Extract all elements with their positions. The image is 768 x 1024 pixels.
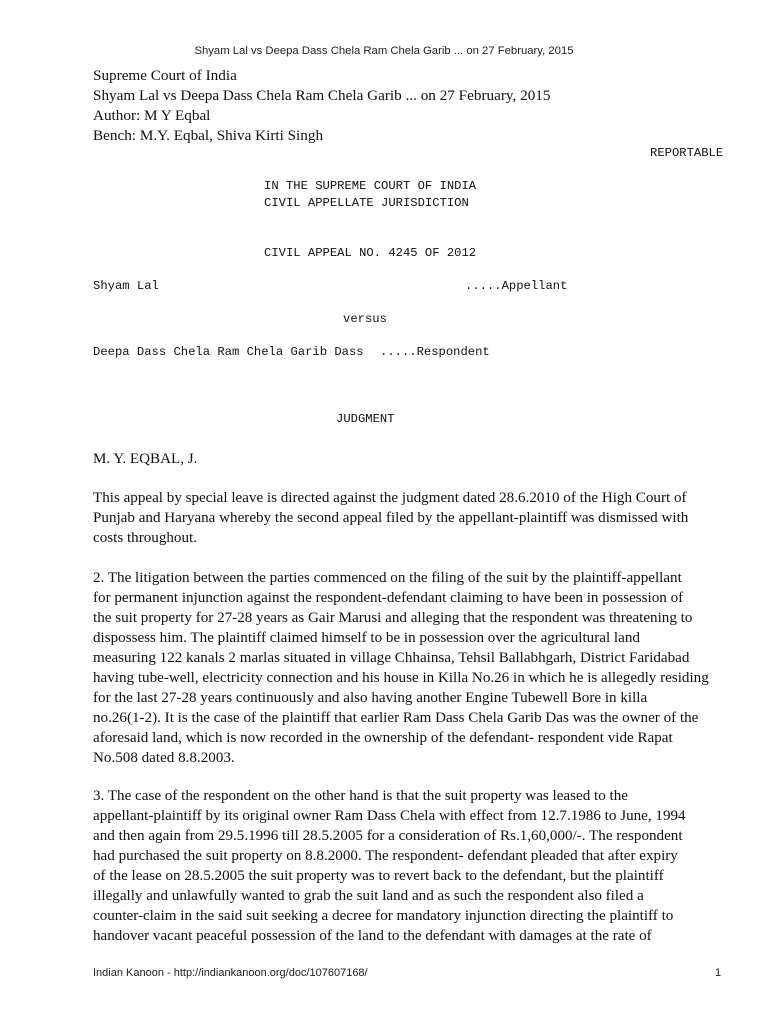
paragraph-line: had purchased the suit property on 8.8.2000. The respondent- defendant pleaded that after expiry [93, 848, 678, 864]
paragraph-line: dispossess him. The plaintiff claimed himself to be in possession over the agricultural land [93, 630, 640, 646]
paragraph-3 [93, 786, 733, 946]
paragraph-line: of the lease on 28.5.2005 the suit property was to revert back to the defendant, but the plaintiff [93, 868, 664, 884]
paragraph-line: This appeal by special leave is directed against the judgment dated 28.6.2010 of the High Court of [93, 490, 687, 506]
paragraph-line: measuring 122 kanals 2 marlas situated in village Chhainsa, Tehsil Ballabhgarh, District Faridabad [93, 650, 690, 666]
versus-label: versus [343, 312, 387, 326]
paragraph-line: appellant-plaintiff by its original owner Ram Dass Chela with effect from 12.7.1986 to June, 1994 [93, 808, 686, 824]
paragraph-line: handover vacant peaceful possession of the land to the defendant with damages at the rate of [93, 928, 652, 944]
respondent-role: .....Respondent [380, 345, 490, 359]
respondent-name: Deepa Dass Chela Ram Chela Garib Dass [93, 345, 364, 359]
paragraph-line: for permanent injunction against the respondent-defendant claiming to have been in possession of [93, 590, 684, 606]
paragraph-line: Punjab and Haryana whereby the second appeal filed by the appellant-plaintiff was dismissed with [93, 510, 689, 526]
paragraph-1 [93, 488, 733, 548]
footer-source: Indian Kanoon - http://indiankanoon.org/doc/107607168/ [93, 967, 368, 979]
case-title: Shyam Lal vs Deepa Dass Chela Ram Chela Garib ... on 27 February, 2015 [93, 87, 551, 104]
paragraph-line: 3. The case of the respondent on the other hand is that the suit property was leased to the [93, 788, 628, 804]
appellant-role: .....Appellant [465, 279, 568, 293]
paragraph-line: illegally and unlawfully wanted to grab the suit land and as such the respondent also filed a [93, 888, 644, 904]
paragraph-line: having tube-well, electricity connection and his house in Killa No.26 in which he is allegedly residing [93, 670, 709, 686]
court-name: Supreme Court of India [93, 67, 237, 84]
judge-line: M. Y. EQBAL, J. [93, 451, 198, 467]
paragraph-line: for the last 27-28 years continuously and also having another Engine Tubewell Bore in killa [93, 690, 648, 706]
jurisdiction-heading: CIVIL APPELLATE JURISDICTION [264, 196, 469, 210]
appeal-number: CIVIL APPEAL NO. 4245 OF 2012 [264, 246, 477, 260]
paragraph-line: no.26(1-2). It is the case of the plaintiff that earlier Ram Dass Chela Garib Das was the owner of the [93, 710, 699, 726]
paragraph-2 [93, 568, 733, 768]
paragraph-line: the suit property for 27-28 years as Gair Marusi and alleging that the respondent was threatening to [93, 610, 693, 626]
page-number: 1 [715, 967, 722, 979]
document-meta [93, 66, 551, 146]
author-line: Author: M Y Eqbal [93, 107, 211, 124]
bench-line: Bench: M.Y. Eqbal, Shiva Kirti Singh [93, 127, 324, 144]
court-heading: IN THE SUPREME COURT OF INDIA [264, 179, 477, 193]
paragraph-line: aforesaid land, which is now recorded in the ownership of the defendant- respondent vide Rapat [93, 730, 673, 746]
paragraph-line: and then again from 29.5.1996 till 28.5.2005 for a consideration of Rs.1,60,000/-. The respondent [93, 828, 683, 844]
reportable-label: REPORTABLE [650, 146, 724, 160]
appellant-name: Shyam Lal [93, 279, 159, 293]
judgment-heading: JUDGMENT [336, 412, 395, 426]
paragraph-line: No.508 dated 8.8.2003. [93, 750, 235, 766]
paragraph-line: 2. The litigation between the parties commenced on the filing of the suit by the plaintiff-appellant [93, 570, 682, 586]
running-header: Shyam Lal vs Deepa Dass Chela Ram Chela Garib ... on 27 February, 2015 [194, 45, 574, 57]
paragraph-line: counter-claim in the said suit seeking a decree for mandatory injunction directing the plaintiff to [93, 908, 674, 924]
paragraph-line: costs throughout. [93, 530, 197, 546]
